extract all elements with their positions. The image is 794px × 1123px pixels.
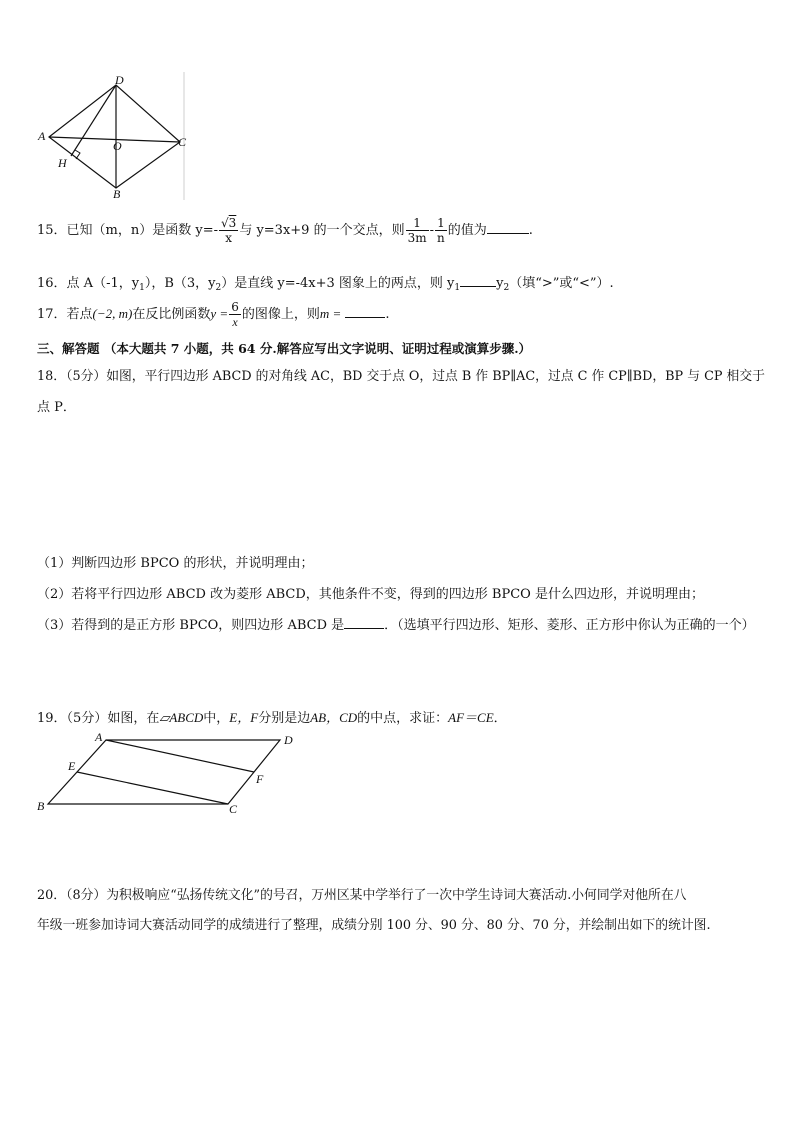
section-3-title: 三、解答题 （本大题共 7 小题，共 64 分.解答应写出文字说明、证明过程或演算步骤.） xyxy=(37,341,532,356)
answer-blank-17[interactable] xyxy=(345,317,385,318)
answer-blank-15[interactable] xyxy=(487,233,529,234)
label-D: D xyxy=(284,733,293,747)
label-F: F xyxy=(256,772,264,786)
question-18-line2: 点 P． xyxy=(37,400,76,415)
question-18-part2: （2）若将平行四边形 ABCD 改为菱形 ABCD，其他条件不变，得到的四边形 BPCO 是什么四边形，并说明理由； xyxy=(37,587,704,602)
label-O: O xyxy=(113,139,122,153)
sqrt3-over-x: $\frac{√3}{x}$ xyxy=(221,216,237,245)
question-18-part3: （3）若得到的是正方形 BPCO，则四边形 ABCD 是 ．（选填平行四边形、矩形、菱形、正方形中你认为正确的一个） xyxy=(37,618,755,633)
question-18-line1: 18．（5分）如图，平行四边形 ABCD 的对角线 AC，BD 交于点 O，过点 B 作 BP∥AC，过点 C 作 CP∥BD，BP 与 CP 相交于 xyxy=(37,369,765,384)
label-B: B xyxy=(37,799,45,813)
label-B: B xyxy=(113,187,121,201)
label-E: E xyxy=(68,759,76,773)
six-over-x: $\frac{6}{x}$ xyxy=(231,300,239,329)
one-over-n: $\frac{1}{n}$ xyxy=(437,216,445,245)
question-17: 17．若点(−2, m)在反比例函数y = $\frac{6}{x}$ 的图像上，则m = . xyxy=(37,300,390,329)
label-A: A xyxy=(38,129,46,143)
question-15: 15．已知（m，n）是函数 y=- $\frac{√3}{x}$ 与 y=3x+9 的一个交点，则 $\frac{1}{3m}$ - $\frac{1}{n}$ 的值为 . xyxy=(37,216,533,245)
question-18-part1: （1）判断四边形 BPCO 的形状，并说明理由； xyxy=(37,556,314,571)
answer-blank-18-3[interactable] xyxy=(344,628,384,629)
label-D: D xyxy=(115,73,124,87)
question-19: 19．（5分）如图，在▱ABCD中，E，F分别是边AB，CD的中点，求证：AF＝CE． xyxy=(37,710,507,726)
label-C: C xyxy=(178,135,187,149)
one-over-3m: $\frac{1}{3m}$ xyxy=(407,216,427,245)
label-H: H xyxy=(58,156,67,170)
question-16: 16．点 A（-1，$y_1$），B（3，$y_2$）是直线 y=-4x+3 图象上的两点，则 $y_1$ $y_2$（填“>”或“<”）. xyxy=(37,276,614,293)
question-20-line1: 20．（8分）为积极响应“弘扬传统文化”的号召，万州区某中学举行了一次中学生诗词大赛活动.小何同学对他所在八 xyxy=(37,888,687,903)
label-C: C xyxy=(229,802,238,816)
rhombus-figure xyxy=(30,72,190,202)
parallelogram-figure xyxy=(32,728,312,820)
question-20-line2: 年级一班参加诗词大赛活动同学的成绩进行了整理，成绩分别 100 分、90 分、80 分、70 分，并绘制出如下的统计图. xyxy=(37,918,711,933)
label-A: A xyxy=(95,730,103,744)
sqrt-icon: √ xyxy=(221,216,229,230)
answer-blank-16[interactable] xyxy=(460,286,496,287)
